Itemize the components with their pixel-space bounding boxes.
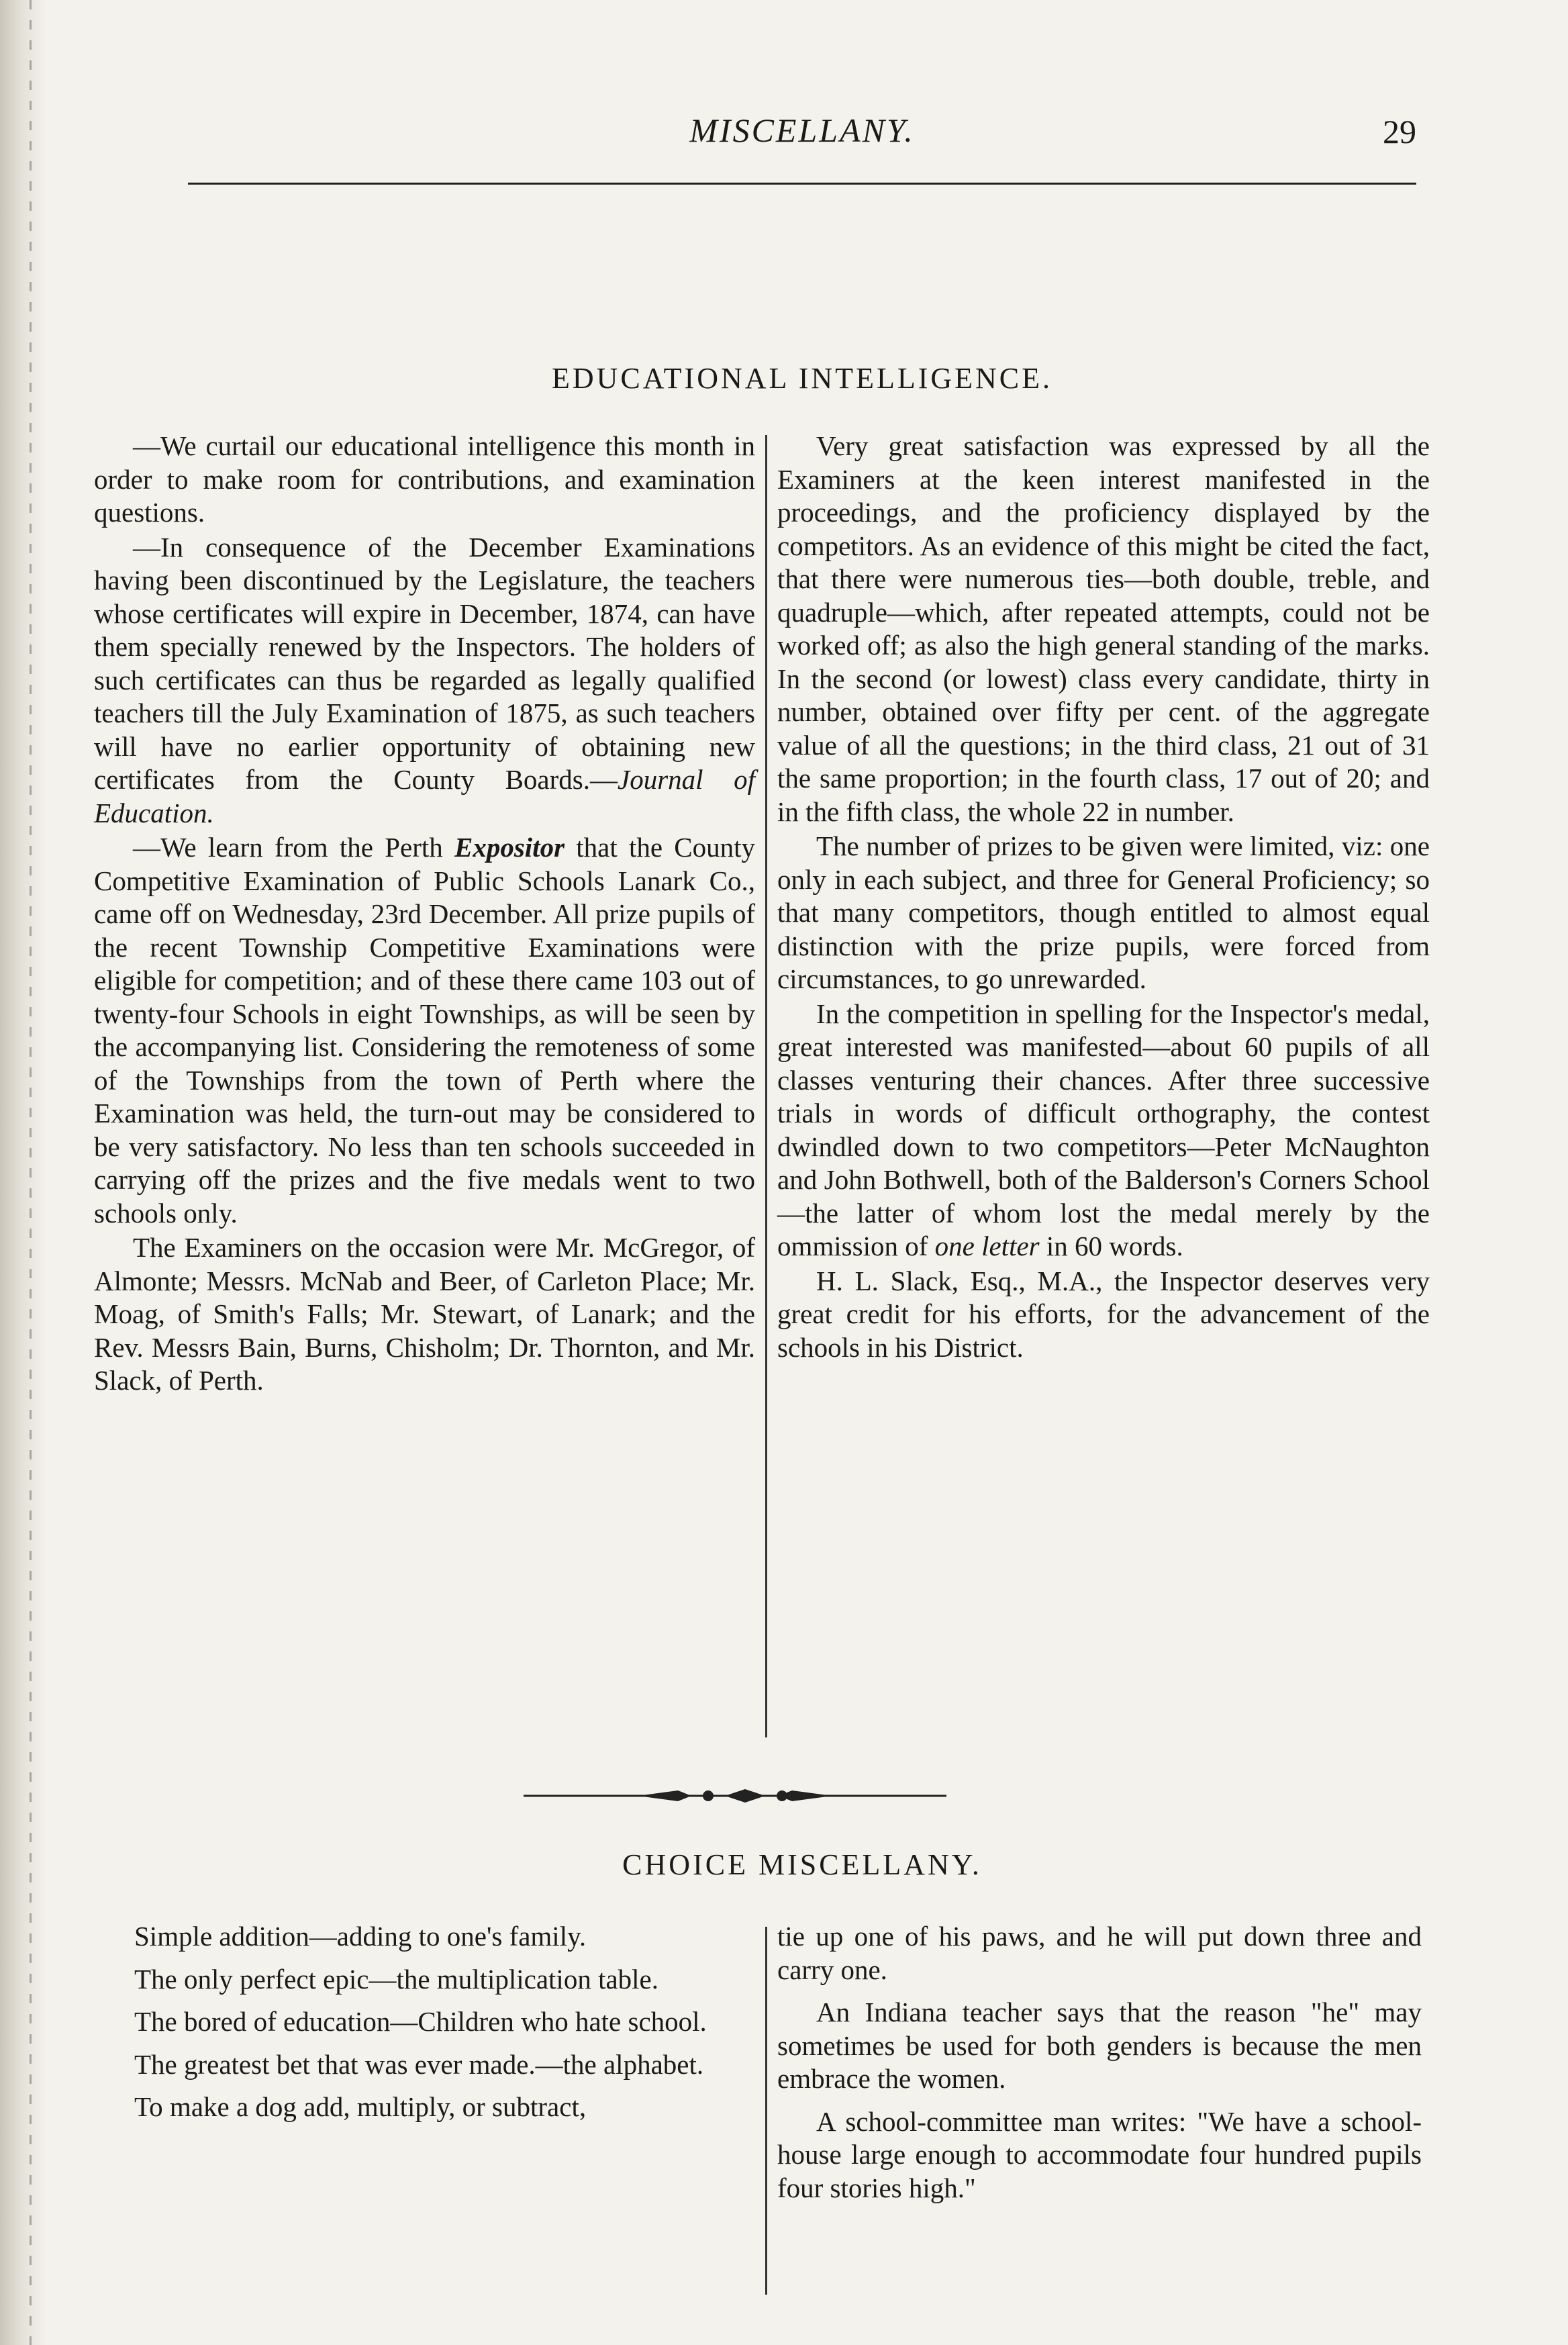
section-title-educational-intelligence: EDUCATIONAL INTELLIGENCE.	[551, 362, 1052, 395]
joke-item: Simple addition—adding to one's family.	[134, 1921, 587, 1952]
educational-left-column	[94, 430, 755, 1398]
header-rule	[188, 183, 1416, 185]
joke-item: The only perfect epic—the multiplication table.	[134, 1963, 659, 1995]
paragraph-text: In the competition in spelling for the Inspector's medal, great interested was manifested—about 60 pupils of all classes venturing their chances. After three successive trials in words of difficult orthography, the contest dwindled down to two competitors—Peter McNaughton and John Bothwell, both of the Balderson's Corners School—the latter of whom lost the medal merely by the ommission of	[777, 998, 1430, 1261]
column-divider	[765, 435, 767, 1737]
one-letter-emphasis: one letter	[934, 1231, 1040, 1261]
joke-item: An Indiana teacher says that the reason "he" may sometimes be used for both genders is because the men embrace the women.	[777, 1997, 1422, 2094]
choice-left-column	[134, 1920, 752, 2134]
paragraph	[94, 831, 755, 1230]
joke-item: The bored of education—Children who hate school.	[134, 2006, 707, 2037]
paragraph: The Examiners on the occasion were Mr. McGregor, of Almonte; Messrs. McNab and Beer, of Carleton Place; Mr. Moag, of Smith's Falls; Mr. Stewart, of Lanark; and the Rev. Messrs Bain, Burns, Chisholm; Dr. Thornton, and Mr. Slack, of Perth.	[94, 1232, 755, 1396]
running-title: MISCELLANY.	[689, 111, 915, 149]
educational-right-column	[777, 430, 1430, 1364]
joke-item: To make a dog add, multiply, or subtract,	[134, 2091, 587, 2122]
column-divider	[765, 1927, 767, 2295]
section-title-choice-miscellany: CHOICE MISCELLANY.	[622, 1848, 982, 1881]
paragraph-text: in 60 words.	[1039, 1231, 1183, 1261]
paragraph: Very great satisfaction was expressed by all the Examiners at the keen interest manifested in the proceedings, and the proficiency displayed by the competitors. As an evidence of this might be cited the fact, that there were numerous ties—both double, treble, and quadruple—which, after repeated attempts, could not be worked off; as also the high general standing of the marks. In the second (or lowest) class every candidate, thirty in number, obtained over fifty per cent. of the aggregate value of all the questions; in the third class, 21 out of 31 the same proportion; in the fourth class, 17 out of 20; and in the fifth class, the whole 22 in number.	[777, 430, 1430, 827]
paragraph	[94, 531, 755, 830]
paragraph: —We curtail our educational intelligence this month in order to make room for contributions, and examination questions.	[94, 430, 755, 528]
paragraph	[777, 998, 1430, 1263]
paragraph: The number of prizes to be given were limited, viz: one only in each subject, and three for General Proficiency; so that many competitors, though entitled to almost equal distinction with the prize pupils, were forced from circumstances, to go unrewarded.	[777, 830, 1430, 994]
joke-item: A school-committee man writes: "We have a school-house large enough to accommodate four hundred pupils four stories high."	[777, 2105, 1422, 2203]
paragraph-text: —In consequence of the December Examinations having been discontinued by the Legislature, the teachers whose certificates will expire in December, 1874, can have them specially renewed by the Inspectors. The holders of such certificates can thus be regarded as legally qualified teachers till the July Examination of 1875, as such teachers will have no earlier opportunity of obtaining new certificates from the County Boards.—	[94, 531, 755, 795]
running-head	[188, 111, 1416, 158]
paragraph: H. L. Slack, Esq., M.A., the Inspector deserves very great credit for his efforts, for the advancement of the schools in his District.	[777, 1265, 1430, 1363]
section-ornament	[524, 1782, 946, 1809]
joke-item: tie up one of his paws, and he will put down three and carry one.	[777, 1921, 1422, 1985]
paragraph-text: —We learn from the Perth	[133, 832, 454, 863]
journal-reference: Journal of Education.	[94, 764, 755, 828]
joke-item: The greatest bet that was ever made.—the alphabet.	[134, 2048, 704, 2080]
choice-right-column	[777, 1920, 1422, 2214]
expositor-reference: Expositor	[454, 832, 565, 863]
page-number: 29	[1383, 113, 1416, 150]
paragraph-text: that the County Competitive Examination of Public Schools Lanark Co., came off on Wednesday, 23rd December. All prize pupils of the recent Township Competitive Examinations were eligible for competition; and of these there came 103 out of twenty-four Schools in eight Townships, as will be seen by the accompanying list. Considering the remoteness of some of the Townships from the town of Perth where the Examination was held, the turn-out may be considered to be very satisfactory. No less than ten schools succeeded in carrying off the prizes and the five medals went to two schools only.	[94, 832, 755, 1229]
